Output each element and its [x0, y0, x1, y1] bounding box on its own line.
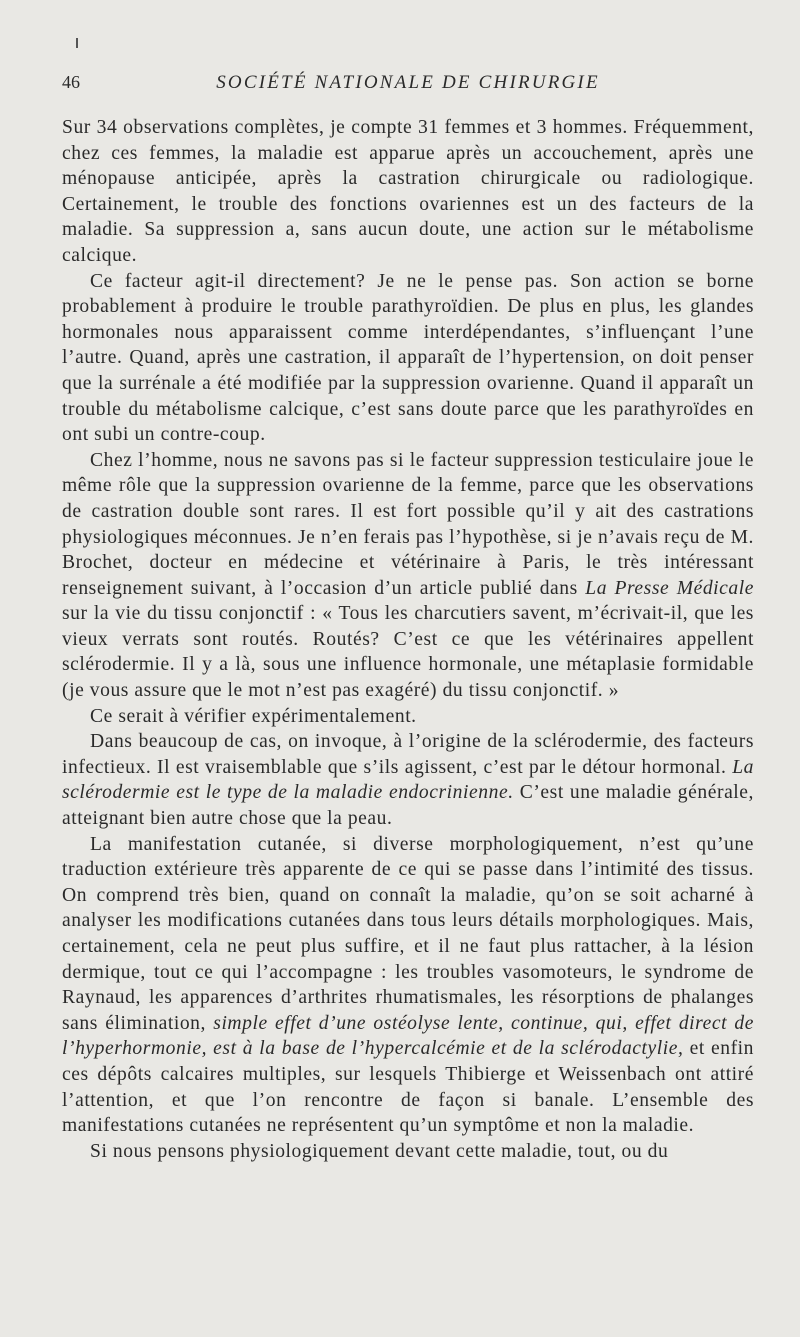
ink-mark	[76, 38, 78, 48]
text-segment: Sur 34 observations complètes, je compte 31 femmes et 3 hommes. Fréquemment, chez ces femmes, la maladie est apparue après un accouchement, après une ménopause anticipée, après la castration chirurgicale ou radiologique. Certainement, le trouble des fonctions ovariennes est un des facteurs de la maladie. Sa suppression a, sans aucun doute, une action sur le métabolisme calcique.	[62, 117, 754, 266]
text-segment: Chez l’homme, nous ne savons pas si le facteur suppression testiculaire joue le même rôle que la suppression ovarienne de la femme, parce que les observations de castration double sont rares. Il est fort possible qu’il y ait des castrations physiologiques méconnues. Je n’en ferais pas l’hypothèse, si je n’avais reçu de M. Brochet, docteur en médecine et vétérinaire à Paris, le très intéressant renseignement suivant, à l’occasion d’un article publié dans	[62, 449, 754, 599]
paragraph	[62, 448, 754, 704]
text-segment: sur la vie du tissu conjonctif : « Tous les charcutiers savent, m’écrivait-il, que les vieux verrats sont routés. Routés? C’est ce que les vétérinaires appellent sclérodermie. Il y a là, sous une influence hormonale, une métaplasie formidable (je vous assure que le mot n’est pas exagéré) du tissu conjonctif. »	[62, 603, 754, 702]
text-segment: et enfin ces dépôts calcaires multiples, sur lesquels Thibierge et Weissenbach ont attiré l’attention, et que l’on rencontre de façon si banale. L’ensemble des manifestations cutanées ne représentent qu’un symptôme et non la maladie.	[62, 1038, 754, 1137]
page-header	[62, 72, 754, 96]
paragraph	[62, 269, 754, 448]
paragraph	[62, 729, 754, 831]
text-segment: Si nous pensons physiologiquement devant cette maladie, tout, ou du	[90, 1140, 669, 1162]
page-number: 46	[62, 72, 80, 92]
running-title: SOCIÉTÉ NATIONALE DE CHIRURGIE	[216, 72, 600, 93]
emphasis-text: simple effet d’une ostéolyse lente, continue, qui, effet direct de l’hyperhormonie, est à la base de l’hypercalcémie et de la sclérodactylie,	[62, 1012, 754, 1060]
text-segment: Ce facteur agit-il directement? Je ne le pense pas. Son action se borne probablement à produire le trouble parathyroïdien. De plus en plus, les glandes hormonales nous apparaissent comme interdépendantes, s’influençant l’une l’autre. Quand, après une castration, il apparaît de l’hypertension, on doit penser que la surrénale a été modifiée par la suppression ovarienne. Quand il apparaît un trouble du métabolisme calcique, c’est sans doute parce que les parathyroïdes en ont subi un contre-coup.	[62, 270, 754, 446]
text-segment: La manifestation cutanée, si diverse morphologiquement, n’est qu’une traduction extérieure très apparente de ce qui se passe dans l’intimité des tissus. On comprend très bien, quand on connaît la maladie, qu’on se soit acharné à analyser les modifications cutanées dans tous leurs détails morphologiques. Mais, certainement, cela ne peut plus suffire, et il ne faut plus rattacher, à la lésion dermique, tout ce qui l’accompagne : les troubles vasomoteurs, le syndrome de Raynaud, les apparences d’arthrites rhumatismales, les résorptions de phalanges sans élimination,	[62, 833, 754, 1034]
paragraph	[62, 115, 754, 269]
journal-title: La Presse Médicale	[585, 577, 754, 599]
paragraph	[62, 704, 754, 730]
text-segment: C’est une maladie générale, atteignant bien autre chose que la peau.	[62, 782, 754, 830]
text-segment: Dans beaucoup de cas, on invoque, à l’origine de la sclérodermie, des facteurs infectieux. Il est vraisemblable que s’ils agissent, c’est par le détour hormonal.	[62, 731, 754, 778]
paragraph	[62, 832, 754, 1139]
paragraph	[62, 1139, 754, 1165]
text-segment: Ce serait à vérifier expérimentalement.	[90, 705, 417, 727]
body-text	[62, 115, 754, 1164]
emphasis-text: La sclérodermie est le type de la maladie endocrinienne.	[62, 756, 754, 804]
